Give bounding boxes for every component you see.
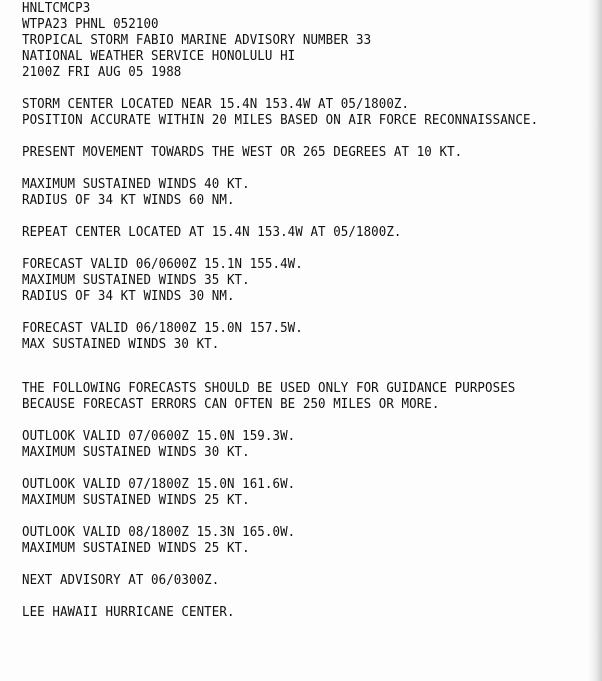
next-advisory-line: NEXT ADVISORY AT 06/0300Z.	[22, 573, 220, 588]
current-wind-radius-line: RADIUS OF 34 KT WINDS 60 NM.	[22, 193, 235, 208]
outlook-2-valid-line: OUTLOOK VALID 07/1800Z 15.0N 161.6W.	[22, 477, 296, 492]
storm-center-line: STORM CENTER LOCATED NEAR 15.4N 153.4W AT 05/1800Z.	[22, 97, 410, 112]
forecaster-signature: LEE HAWAII HURRICANE CENTER.	[22, 605, 235, 620]
guidance-line-2: BECAUSE FORECAST ERRORS CAN OFTEN BE 250 MILES OR MORE.	[22, 397, 440, 412]
wmo-header: WTPA23 PHNL 052100	[22, 17, 159, 32]
position-accuracy-line: POSITION ACCURATE WITHIN 20 MILES BASED ON AIR FORCE RECONNAISSANCE.	[22, 113, 539, 128]
current-max-winds-line: MAXIMUM SUSTAINED WINDS 40 KT.	[22, 177, 250, 192]
outlook-2-winds-line: MAXIMUM SUSTAINED WINDS 25 KT.	[22, 493, 250, 508]
issuing-office: NATIONAL WEATHER SERVICE HONOLULU HI	[22, 49, 296, 64]
forecast-1-valid-line: FORECAST VALID 06/0600Z 15.1N 155.4W.	[22, 257, 303, 272]
outlook-3-winds-line: MAXIMUM SUSTAINED WINDS 25 KT.	[22, 541, 250, 556]
advisory-title: TROPICAL STORM FABIO MARINE ADVISORY NUMBER 33	[22, 33, 372, 48]
forecast-1-winds-line: MAXIMUM SUSTAINED WINDS 35 KT.	[22, 273, 250, 288]
guidance-line-1: THE FOLLOWING FORECASTS SHOULD BE USED ONLY FOR GUIDANCE PURPOSES	[22, 381, 516, 396]
product-id: HNLTCMCP3	[22, 1, 91, 16]
outlook-1-valid-line: OUTLOOK VALID 07/0600Z 15.0N 159.3W.	[22, 429, 296, 444]
forecast-1-radius-line: RADIUS OF 34 KT WINDS 30 NM.	[22, 289, 235, 304]
issue-time: 2100Z FRI AUG 05 1988	[22, 65, 182, 80]
page-edge-shadow	[588, 0, 602, 681]
outlook-1-winds-line: MAXIMUM SUSTAINED WINDS 30 KT.	[22, 445, 250, 460]
present-movement-line: PRESENT MOVEMENT TOWARDS THE WEST OR 265 DEGREES AT 10 KT.	[22, 145, 463, 160]
repeat-center-line: REPEAT CENTER LOCATED AT 15.4N 153.4W AT 05/1800Z.	[22, 225, 402, 240]
advisory-text	[22, 1, 538, 621]
forecast-2-winds-line: MAX SUSTAINED WINDS 30 KT.	[22, 337, 220, 352]
forecast-2-valid-line: FORECAST VALID 06/1800Z 15.0N 157.5W.	[22, 321, 303, 336]
outlook-3-valid-line: OUTLOOK VALID 08/1800Z 15.3N 165.0W.	[22, 525, 296, 540]
